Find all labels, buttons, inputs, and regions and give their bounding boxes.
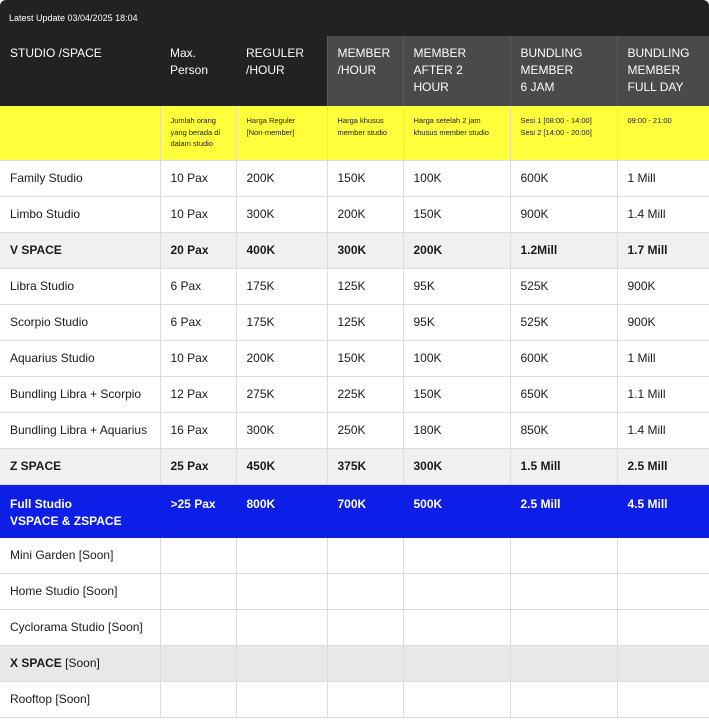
bundling-6-jam-price: 525K: [510, 268, 617, 304]
empty-cell: [236, 537, 327, 573]
last-update-text: Latest Update 03/04/2025 18:04: [9, 13, 138, 23]
empty-cell: [403, 573, 510, 609]
studio-name: Bundling Libra + Scorpio: [0, 376, 160, 412]
regular-price: 275K: [236, 376, 327, 412]
bundling-full-day-price: 4.5 Mill: [617, 484, 709, 537]
after-2-hour-price: 300K: [403, 448, 510, 484]
empty-cell: [160, 537, 236, 573]
regular-price: 200K: [236, 160, 327, 196]
desc-regular: Harga Reguler [Non-member]: [236, 106, 327, 160]
empty-cell: [160, 645, 236, 681]
studio-name: Limbo Studio: [0, 196, 160, 232]
after-2-hour-price: 95K: [403, 304, 510, 340]
last-update-bar: [0, 0, 709, 36]
studio-name: Family Studio: [0, 160, 160, 196]
desc-member: Harga khusus member studio: [327, 106, 403, 160]
table-row: [0, 448, 709, 484]
studio-name: [0, 609, 160, 645]
empty-cell: [510, 573, 617, 609]
max-person: 10 Pax: [160, 160, 236, 196]
studio-name: Z SPACE: [0, 448, 160, 484]
regular-price: 300K: [236, 196, 327, 232]
bundling-full-day-price: 1.1 Mill: [617, 376, 709, 412]
table-row: [0, 196, 709, 232]
empty-cell: [617, 609, 709, 645]
bundling-full-day-price: 1.4 Mill: [617, 196, 709, 232]
empty-cell: [236, 645, 327, 681]
bundling-full-day-price: 1.4 Mill: [617, 412, 709, 448]
bundling-6-jam-price: 600K: [510, 340, 617, 376]
studio-name: Bundling Libra + Aquarius: [0, 412, 160, 448]
desc-studio: [0, 106, 160, 160]
table-row: [0, 304, 709, 340]
table-row-coming-soon: [0, 645, 709, 681]
member-price: 250K: [327, 412, 403, 448]
bundling-6-jam-price: 900K: [510, 196, 617, 232]
description-row: [0, 106, 709, 160]
empty-cell: [510, 645, 617, 681]
bundling-full-day-price: 1 Mill: [617, 160, 709, 196]
table-row: [0, 268, 709, 304]
table-row: [0, 232, 709, 268]
regular-price: 400K: [236, 232, 327, 268]
soon-label: [Soon]: [104, 620, 143, 634]
empty-cell: [403, 681, 510, 717]
bundling-6-jam-price: 2.5 Mill: [510, 484, 617, 537]
after-2-hour-price: 150K: [403, 376, 510, 412]
soon-label: [Soon]: [52, 692, 91, 706]
empty-cell: [617, 537, 709, 573]
table-row: [0, 340, 709, 376]
bundling-full-day-price: 2.5 Mill: [617, 448, 709, 484]
member-price: 125K: [327, 268, 403, 304]
empty-cell: [510, 609, 617, 645]
empty-cell: [160, 681, 236, 717]
member-price: 300K: [327, 232, 403, 268]
bundling-full-day-price: 900K: [617, 304, 709, 340]
table-row: [0, 484, 709, 537]
member-price: 150K: [327, 160, 403, 196]
max-person: 6 Pax: [160, 268, 236, 304]
regular-price: 800K: [236, 484, 327, 537]
empty-cell: [327, 573, 403, 609]
member-price: 375K: [327, 448, 403, 484]
max-person: >25 Pax: [160, 484, 236, 537]
after-2-hour-price: 150K: [403, 196, 510, 232]
bundling-6-jam-price: 650K: [510, 376, 617, 412]
max-person: 10 Pax: [160, 340, 236, 376]
empty-cell: [403, 645, 510, 681]
member-price: 150K: [327, 340, 403, 376]
regular-price: 300K: [236, 412, 327, 448]
bundling-6-jam-price: 525K: [510, 304, 617, 340]
studio-name-text: X SPACE: [10, 656, 62, 670]
max-person: 10 Pax: [160, 196, 236, 232]
header-member-after-2-hour: MEMBER AFTER 2 HOUR: [403, 36, 510, 106]
member-price: 700K: [327, 484, 403, 537]
table-row-coming-soon: [0, 681, 709, 717]
after-2-hour-price: 200K: [403, 232, 510, 268]
header-regular-hour: REGULER /HOUR: [236, 36, 327, 106]
regular-price: 200K: [236, 340, 327, 376]
header-bundling-6-jam: BUNDLING MEMBER 6 JAM: [510, 36, 617, 106]
empty-cell: [236, 573, 327, 609]
studio-name-text: Rooftop: [10, 692, 53, 706]
after-2-hour-price: 180K: [403, 412, 510, 448]
max-person: 16 Pax: [160, 412, 236, 448]
studio-name: Aquarius Studio: [0, 340, 160, 376]
table-row: [0, 412, 709, 448]
studio-price-table: [0, 36, 709, 718]
empty-cell: [403, 537, 510, 573]
desc-6-jam: Sesi 1 [08:00 - 14:00] Sesi 2 [14:00 - 20:00]: [510, 106, 617, 160]
after-2-hour-price: 100K: [403, 340, 510, 376]
bundling-6-jam-price: 600K: [510, 160, 617, 196]
member-price: 200K: [327, 196, 403, 232]
table-row-coming-soon: [0, 609, 709, 645]
empty-cell: [160, 609, 236, 645]
empty-cell: [327, 681, 403, 717]
studio-name: [0, 573, 160, 609]
max-person: 25 Pax: [160, 448, 236, 484]
bundling-full-day-price: 1.7 Mill: [617, 232, 709, 268]
after-2-hour-price: 95K: [403, 268, 510, 304]
regular-price: 175K: [236, 268, 327, 304]
desc-after-2: Harga setelah 2 jam khusus member studio: [403, 106, 510, 160]
header-member-hour: MEMBER /HOUR: [327, 36, 403, 106]
empty-cell: [403, 609, 510, 645]
studio-name-text: Cyclorama Studio: [10, 620, 105, 634]
header-bundling-full-day: BUNDLING MEMBER FULL DAY: [617, 36, 709, 106]
bundling-full-day-price: 900K: [617, 268, 709, 304]
member-price: 225K: [327, 376, 403, 412]
max-person: 12 Pax: [160, 376, 236, 412]
desc-max-person: Jumlah orang yang berada di dalam studio: [160, 106, 236, 160]
empty-cell: [617, 645, 709, 681]
table-row: [0, 376, 709, 412]
empty-cell: [160, 573, 236, 609]
header-row: [0, 36, 709, 106]
bundling-6-jam-price: 1.2Mill: [510, 232, 617, 268]
header-studio-space: STUDIO /SPACE: [0, 36, 160, 106]
studio-name: [0, 645, 160, 681]
studio-name-text: Home Studio: [10, 584, 80, 598]
bundling-6-jam-price: 1.5 Mill: [510, 448, 617, 484]
table-row-coming-soon: [0, 537, 709, 573]
studio-name: V SPACE: [0, 232, 160, 268]
empty-cell: [236, 681, 327, 717]
table-row-coming-soon: [0, 573, 709, 609]
empty-cell: [617, 573, 709, 609]
empty-cell: [327, 645, 403, 681]
soon-label: [Soon]: [75, 548, 114, 562]
max-person: 20 Pax: [160, 232, 236, 268]
after-2-hour-price: 100K: [403, 160, 510, 196]
studio-name: Scorpio Studio: [0, 304, 160, 340]
bundling-full-day-price: 1 Mill: [617, 340, 709, 376]
max-person: 6 Pax: [160, 304, 236, 340]
regular-price: 175K: [236, 304, 327, 340]
studio-name: [0, 537, 160, 573]
studio-name-text: Mini Garden: [10, 548, 76, 562]
empty-cell: [327, 609, 403, 645]
empty-cell: [510, 537, 617, 573]
empty-cell: [236, 609, 327, 645]
regular-price: 450K: [236, 448, 327, 484]
header-max-person: Max. Person: [160, 36, 236, 106]
studio-name: Full Studio VSPACE & ZSPACE: [0, 484, 160, 537]
after-2-hour-price: 500K: [403, 484, 510, 537]
empty-cell: [510, 681, 617, 717]
empty-cell: [327, 537, 403, 573]
desc-full-day: 09:00 - 21:00: [617, 106, 709, 160]
soon-label: [Soon]: [79, 584, 118, 598]
bundling-6-jam-price: 850K: [510, 412, 617, 448]
empty-cell: [617, 681, 709, 717]
studio-name: [0, 681, 160, 717]
table-row: [0, 160, 709, 196]
studio-name: Libra Studio: [0, 268, 160, 304]
member-price: 125K: [327, 304, 403, 340]
soon-label: [Soon]: [61, 656, 100, 670]
